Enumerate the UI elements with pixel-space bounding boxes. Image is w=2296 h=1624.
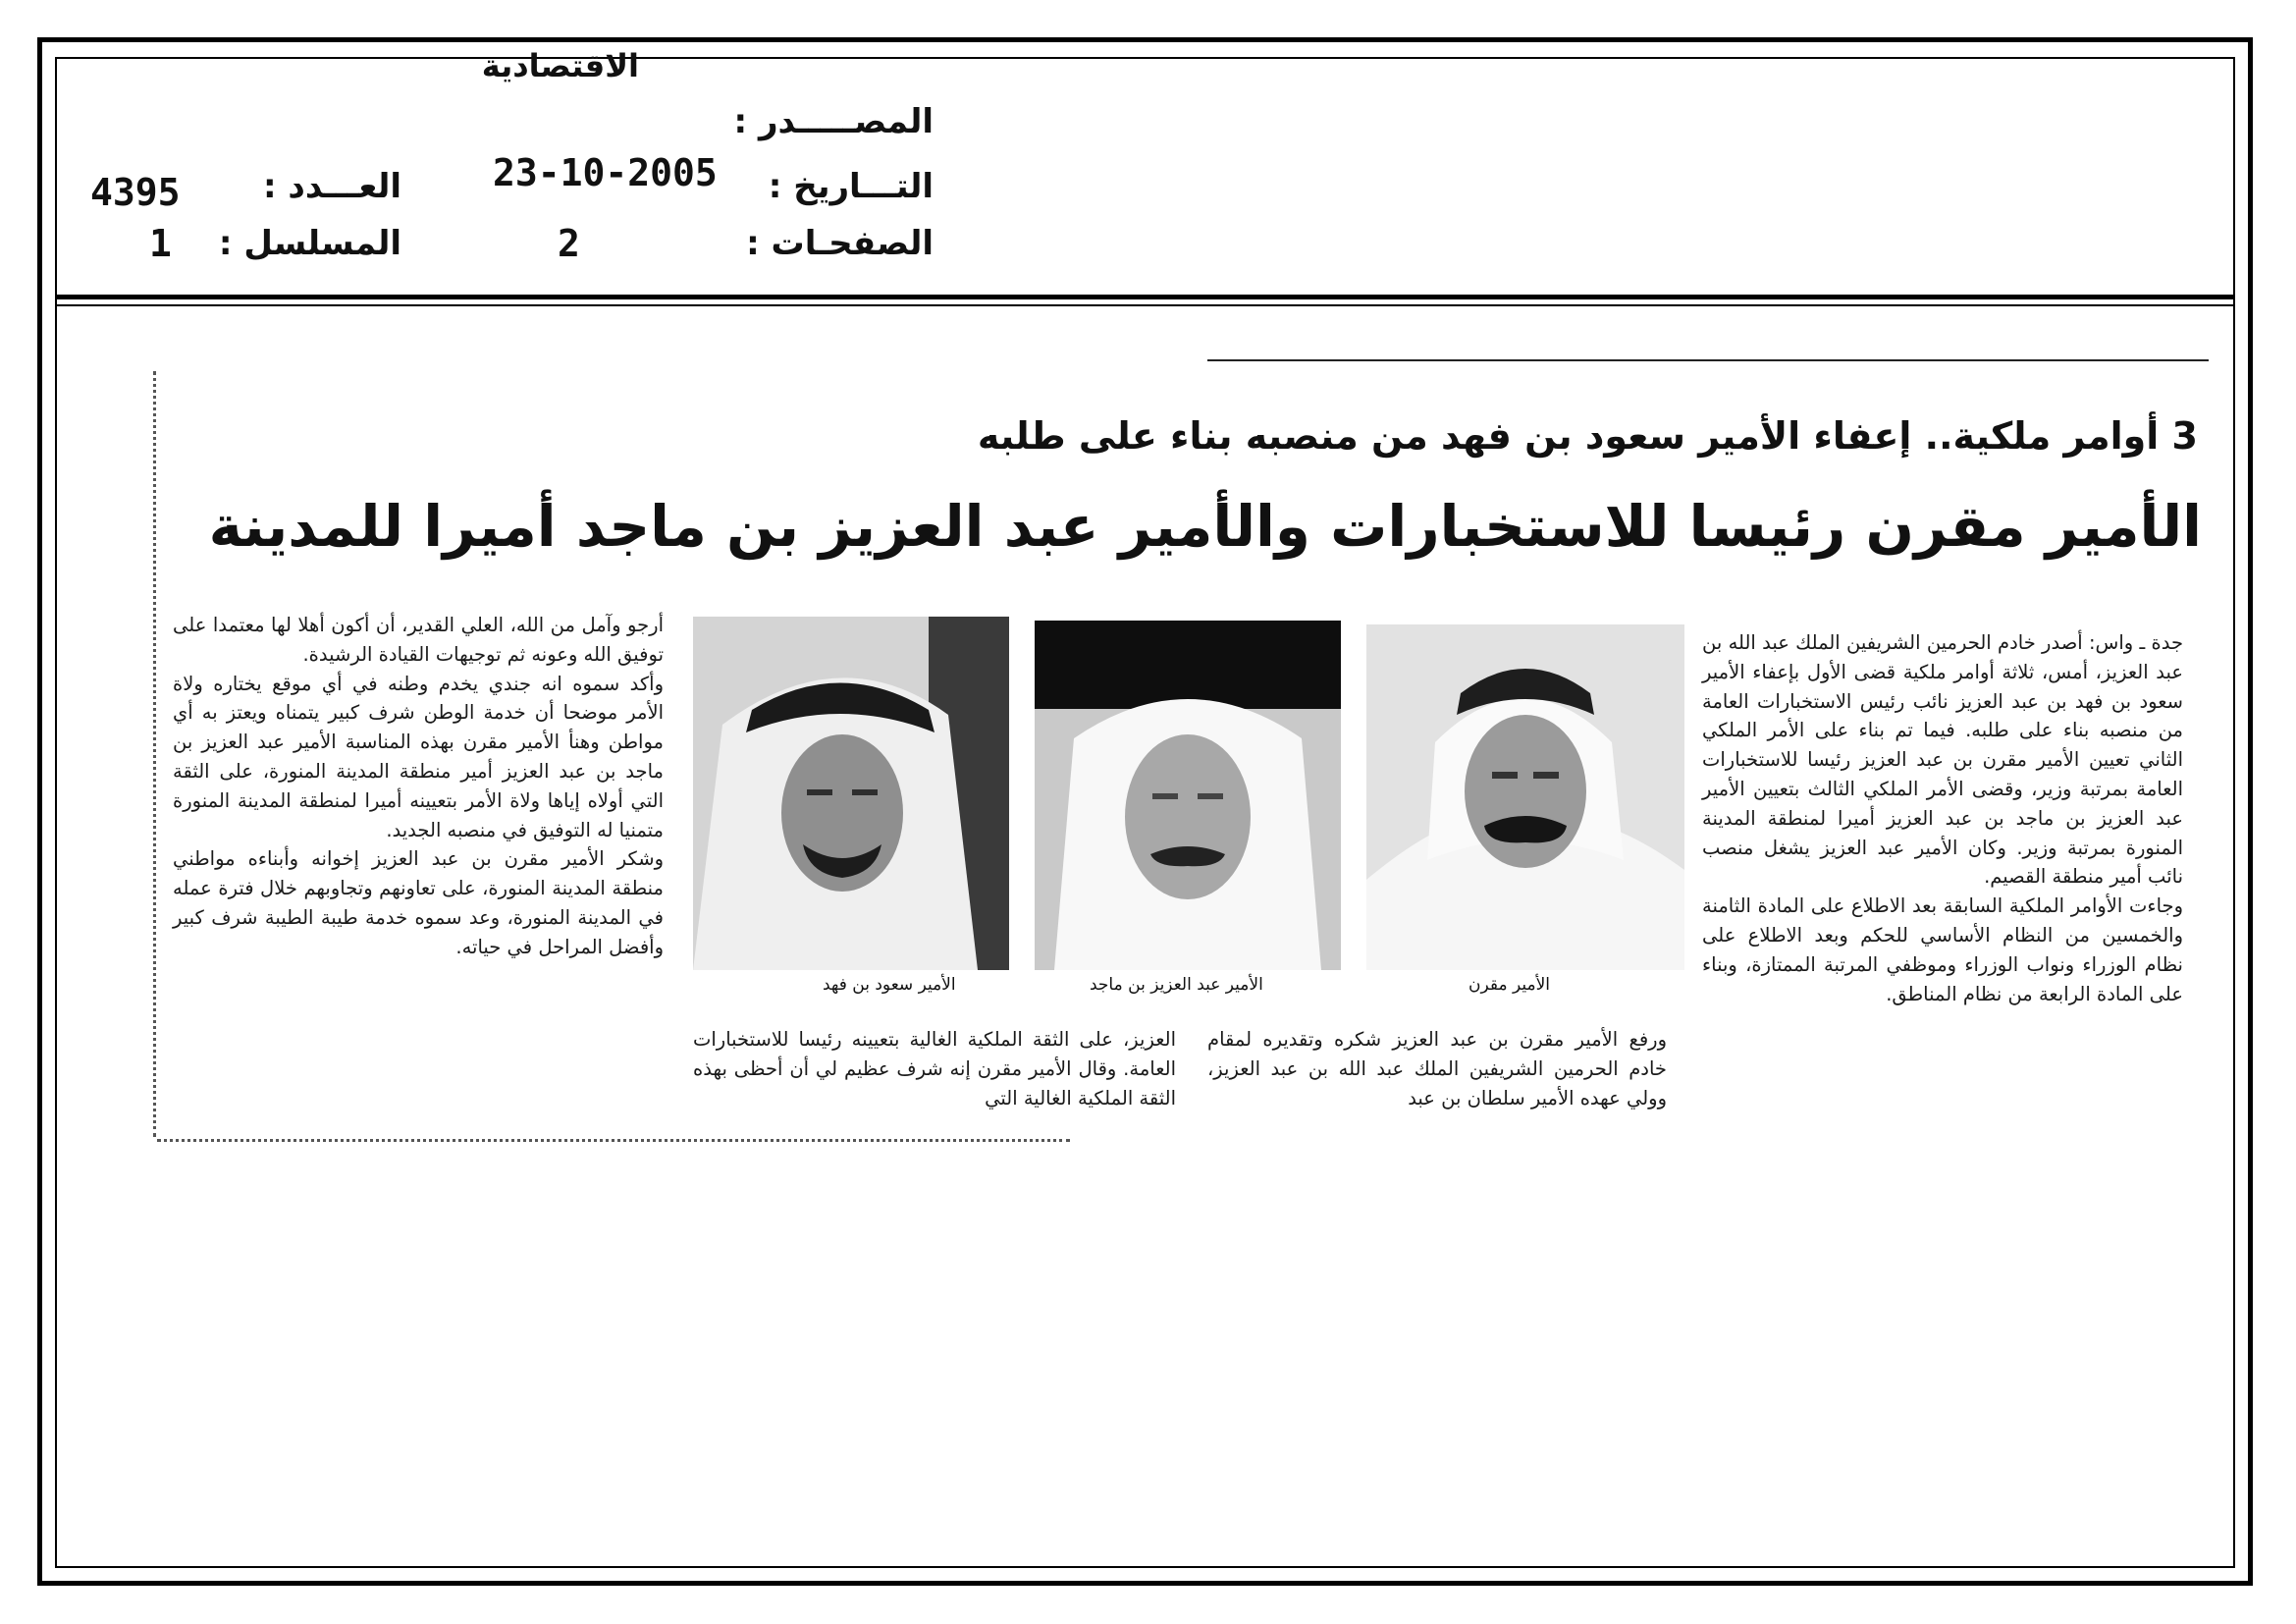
article-column-right: جدة ـ واس: أصدر خادم الحرمين الشريفين الملك عبد الله بن عبد العزيز، أمس، ثلاثة أوامر ملكية قضى الأول بإعفاء الأمير سعود بن فهد بن عبد العزيز نائب رئيس الاستخبارات العامة من منصبه بناء على طلبه. فيما تم بناء على الأمر الملكي الثاني تعيين الأمير مقرن بن عبد العزيز رئيسا للاستخبارات العامة بمرتبة وزير، وقضى الأمر الملكي الثالث بتعيين الأمير عبد العزيز بن ماجد بن عبد العزيز أميرا لمنطقة المدينة المنورة بمرتبة وزير. وكان الأمير عبد العزيز يشغل منصب نائب أمير منطقة القصيم. وجاءت الأوامر الملكية السابقة بعد الاطلاع على المادة الثامنة والخمسين من النظام الأساسي للحكم وبعد الاطلاع على نظام الوزراء ونواب الوزراء وموظفي المرتبة الممتازة، وبناء على المادة الرابعة من نظام المناطق. — [1702, 631, 2183, 1005]
photo-prince-abdulaziz-bin-majid — [1035, 621, 1341, 970]
header-divider — [55, 295, 2235, 299]
article-column-mid-left: العزيز، على الثقة الملكية الغالية بتعيينه رئيسا للاستخبارات العامة. وقال الأمير مقرن إنه شرف عظيم لي أن أحظى بهذه الثقة الملكية الغالية التي — [693, 1028, 1176, 1110]
article-headline: الأمير مقرن رئيسا للاستخبارات والأمير عبد العزيز بن ماجد أميرا للمدينة — [208, 493, 2202, 560]
article-column-mid-right: ورفع الأمير مقرن بن عبد العزيز شكره وتقديره لمقام خادم الحرمين الشريفين الملك عبد الله بن عبد العزيز، وولي عهده الأمير سلطان بن عبد — [1207, 1028, 1667, 1110]
clipping-top-rule — [1207, 359, 2209, 361]
serial-label: المسلسل : — [218, 224, 401, 263]
caption-prince-muqrin: الأمير مقرن — [1468, 975, 1551, 995]
issue-value: 4395 — [90, 171, 181, 214]
source-value: الاقتصادية — [481, 47, 639, 84]
article-column-left: أرجو وآمل من الله، العلي القدير، أن أكون أهلا لها معتمدا على توفيق الله وعونه ثم توجيهات القيادة الرشيدة. وأكد سموه انه جندي يخدم وطنه في أي موقع يختاره ولاة الأمر موضحا أن خدمة الوطن شرف كبير يتمناه ويعتز به أي مواطن وهنأ الأمير مقرن بهذه المناسبة الأمير عبد العزيز بن ماجد بن عبد العزيز أمير منطقة المدينة المنورة، على الثقة التي أولاه إياها ولاة الأمر بتعيينه أميرا لمنطقة المدينة المنورة متمنيا له التوفيق في منصبه الجديد. وشكر الأمير مقرن بن عبد العزيز إخوانه وأبناءه مواطني منطقة المدينة المنورة، على تعاونهم وتجاوبهم خلال فترة عمله في المدينة المنورة، وعد سموه خدمة طيبة الطيبة شرف كبير وأفضل المراحل في حياته. — [173, 614, 664, 958]
pages-label: الصفحـات : — [746, 224, 934, 263]
clipping-left-edge — [153, 371, 156, 1137]
issue-label: العـــدد : — [263, 167, 401, 206]
header-divider-thin — [55, 304, 2235, 306]
date-label: التـــاريخ : — [768, 167, 934, 206]
photo-prince-muqrin — [1366, 624, 1684, 970]
caption-prince-abdulaziz-bin-majid: الأمير عبد العزيز بن ماجد — [1090, 975, 1263, 995]
clipping-bottom-edge — [157, 1139, 1070, 1142]
caption-prince-saud-bin-fahd: الأمير سعود بن فهد — [823, 975, 956, 995]
photo-prince-saud-bin-fahd — [693, 617, 1009, 970]
date-value: 23-10-2005 — [493, 151, 718, 194]
article-kicker: 3 أوامر ملكية.. إعفاء الأمير سعود بن فهد من منصبه بناء على طلبه — [977, 414, 2198, 458]
source-label: المصـــــدر : — [733, 102, 934, 141]
serial-value: 1 — [149, 222, 172, 265]
pages-value: 2 — [558, 222, 580, 265]
